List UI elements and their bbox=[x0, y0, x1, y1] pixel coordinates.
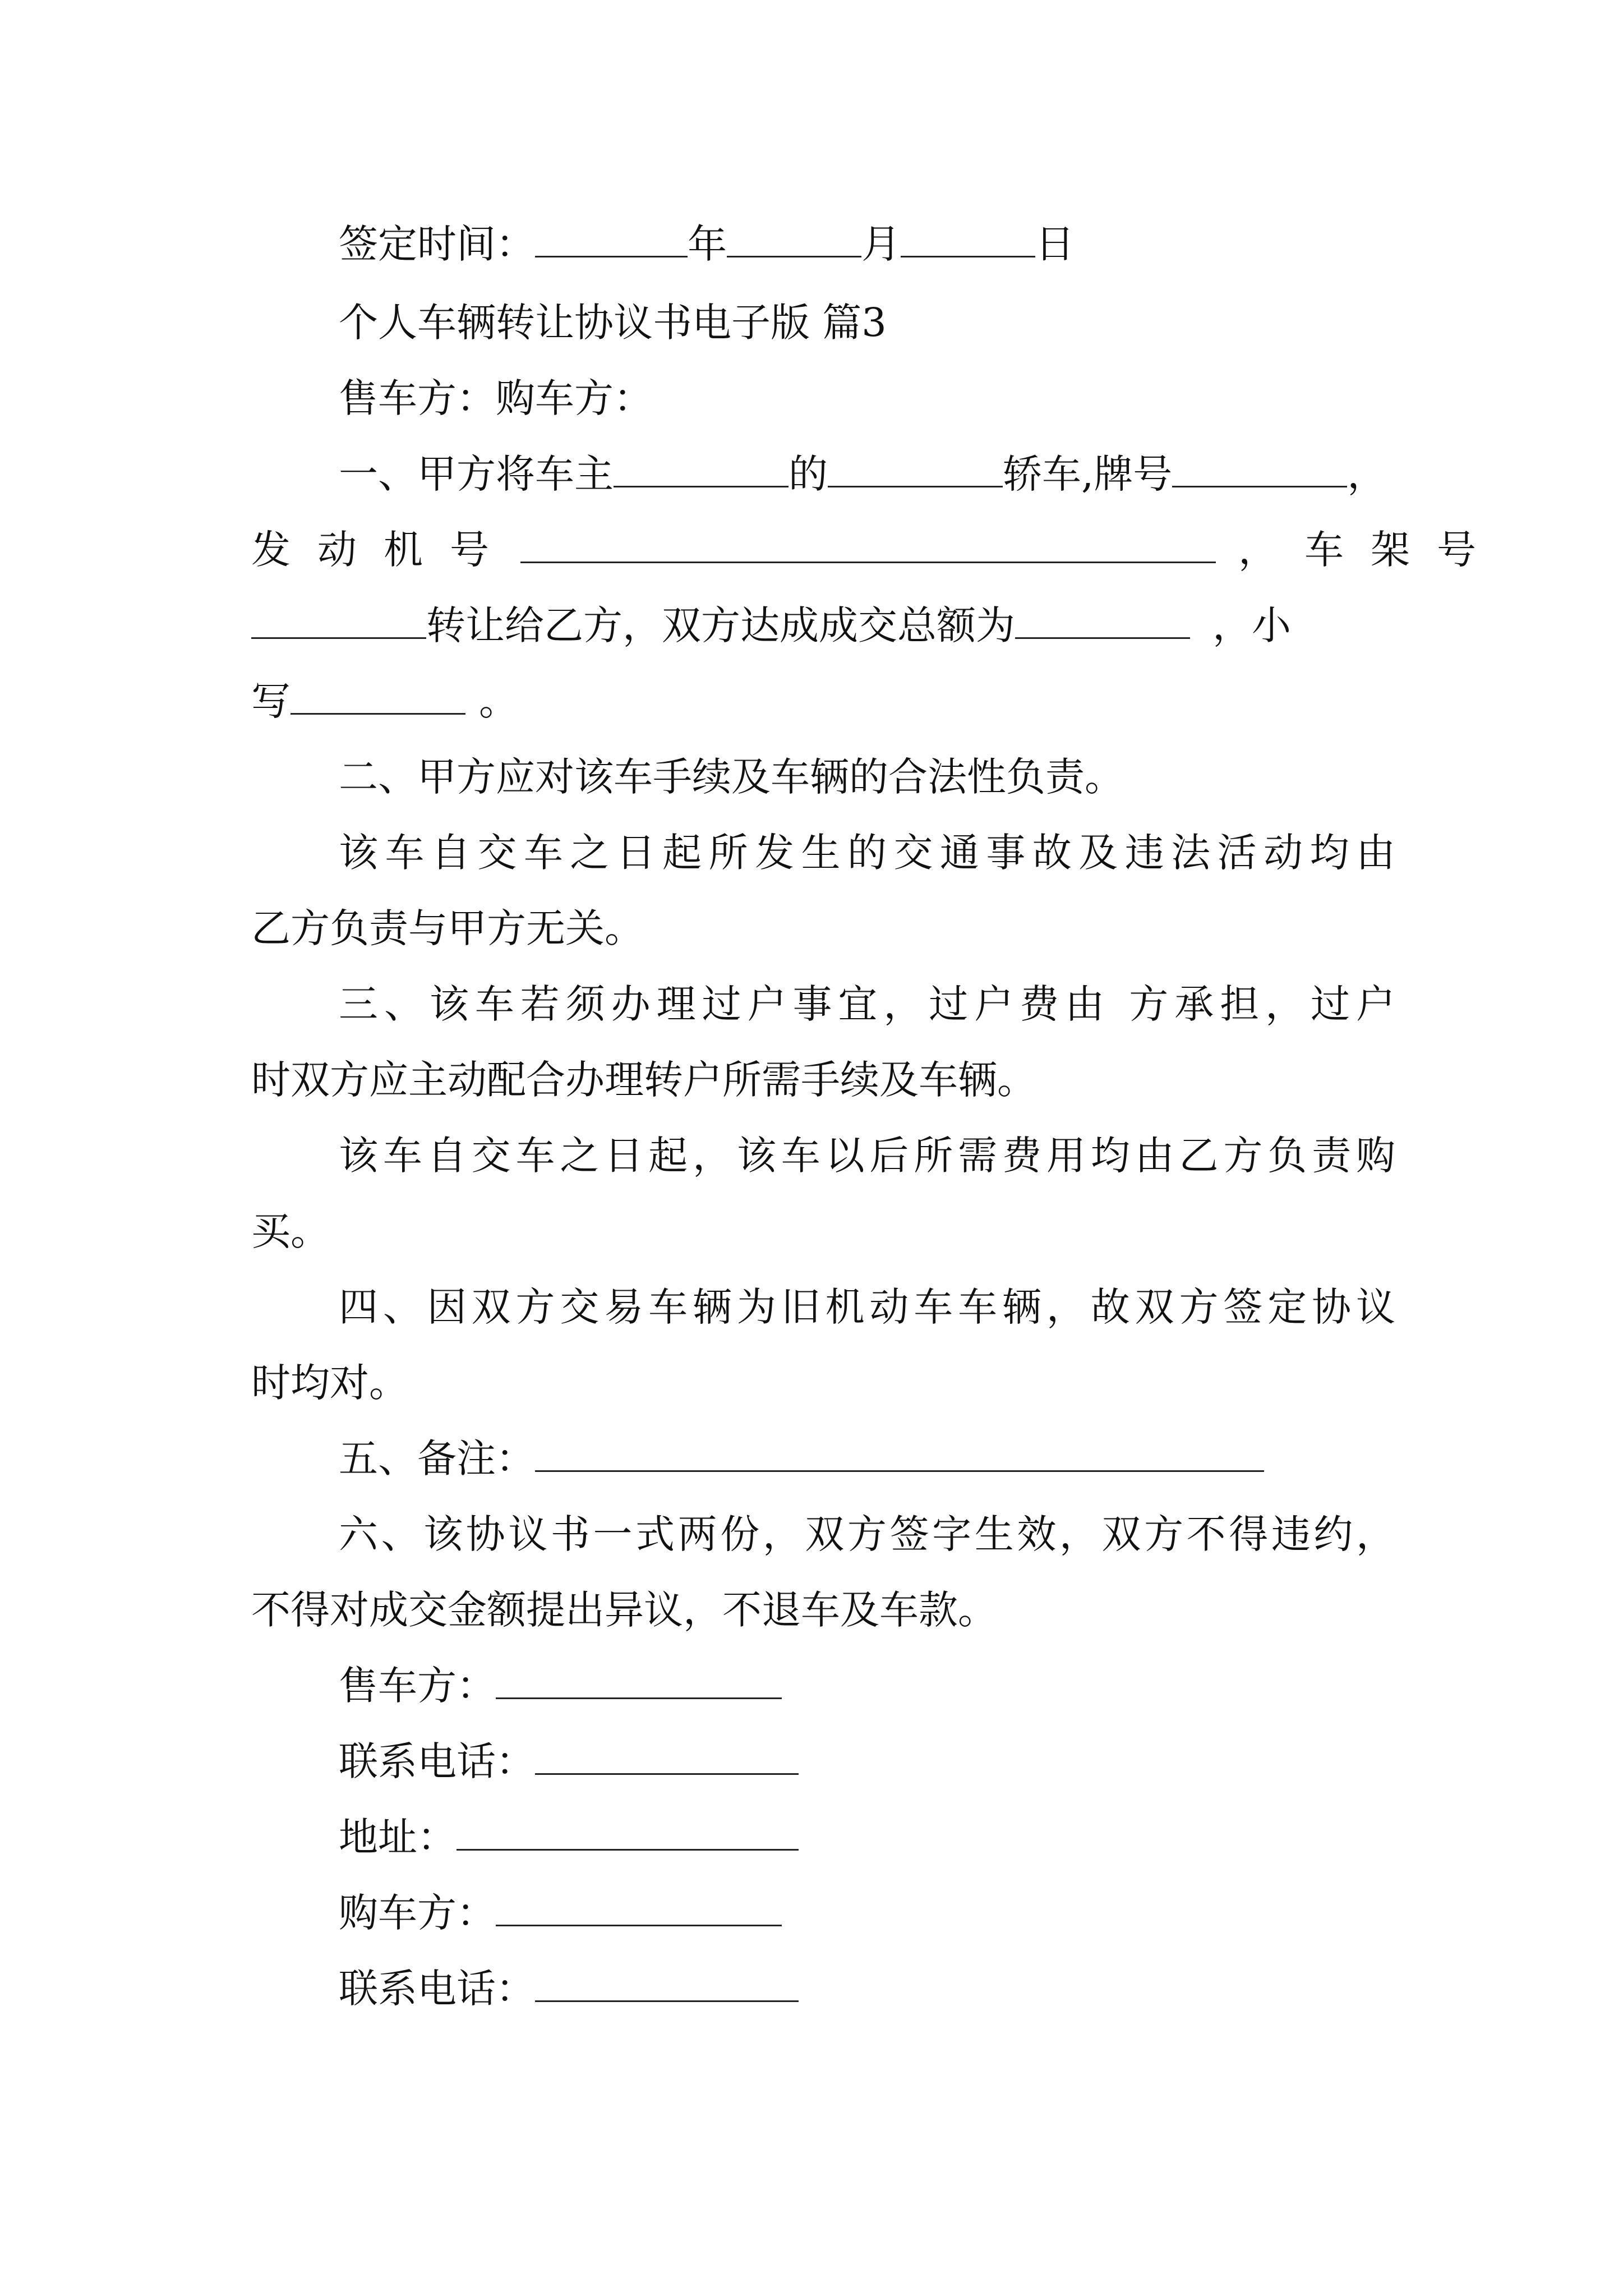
seller-line bbox=[339, 1655, 1395, 1717]
buyer-blank bbox=[496, 1890, 782, 1926]
seller-phone-blank bbox=[535, 1738, 799, 1775]
buyer-phone-blank bbox=[535, 1966, 799, 2002]
address-line bbox=[339, 1806, 1395, 1868]
buyer-phone-line bbox=[339, 1958, 1395, 2019]
remarks-blank bbox=[535, 1435, 1264, 1472]
clause2b-line2: 乙方负责与甲方无关。 bbox=[251, 905, 644, 951]
clause1-line3 bbox=[251, 595, 1395, 656]
engine-number-blank bbox=[520, 527, 1216, 563]
clause1-line1 bbox=[339, 443, 1395, 505]
month-blank bbox=[727, 221, 861, 257]
remarks-label: 五、备注： bbox=[339, 1435, 535, 1481]
seller-phone-label: 联系电话： bbox=[339, 1738, 535, 1784]
clause3-line2: 时双方应主动配合办理转户所需手续及车辆。 bbox=[251, 1057, 1036, 1103]
total-amount-blank bbox=[1015, 602, 1190, 639]
clause1-line4 bbox=[251, 670, 1395, 732]
transfer-text: 转让给乙方，双方达成成交总额为 bbox=[426, 602, 1015, 648]
clause1-owner-label: 一、甲方将车主 bbox=[339, 451, 614, 497]
clause3b-line2: 买。 bbox=[251, 1208, 330, 1254]
seller-phone-line bbox=[339, 1731, 1395, 1792]
clause5-line bbox=[339, 1428, 1395, 1489]
clause6-line1: 六、该协议书一式两份，双方签字生效，双方不得违约， bbox=[339, 1511, 1395, 1557]
clause1-line2 bbox=[251, 519, 1503, 581]
day-label: 日 bbox=[1035, 221, 1075, 267]
clause2: 二、甲方应对该车手续及车辆的合法性负责。 bbox=[339, 754, 1124, 800]
clause3-line1: 三、该车若须办理过户事宜，过户费由 方承担，过户 bbox=[339, 981, 1395, 1027]
lowercase-amount-blank bbox=[291, 678, 465, 715]
sign-date-label: 签定时间： bbox=[339, 221, 535, 267]
car-model-blank bbox=[828, 451, 1003, 487]
month-label: 月 bbox=[861, 221, 901, 267]
clause4-line1: 四、因双方交易车辆为旧机动车车辆，故双方签定协议 bbox=[339, 1284, 1395, 1330]
section-heading: 个人车辆转让协议书电子版 篇3 bbox=[339, 300, 887, 346]
plate-blank bbox=[1172, 451, 1347, 487]
seller-blank bbox=[496, 1663, 782, 1699]
buyer-label: 购车方： bbox=[339, 1890, 496, 1936]
year-blank bbox=[535, 221, 688, 257]
clause1-comma: ， bbox=[1347, 451, 1387, 497]
clause1-end: 。 bbox=[479, 678, 518, 724]
clause4-line2: 时均对。 bbox=[251, 1360, 408, 1406]
frame-number-blank bbox=[251, 602, 426, 639]
seller-label: 售车方： bbox=[339, 1663, 496, 1709]
owner-blank bbox=[614, 451, 789, 487]
buyer-line bbox=[339, 1882, 1395, 1944]
clause6-line2: 不得对成交金额提出异议，不退车及车款。 bbox=[251, 1587, 997, 1633]
clause1-of-label: 的 bbox=[789, 451, 828, 497]
day-blank bbox=[901, 221, 1035, 257]
frame-label: ，车架号 bbox=[1238, 527, 1503, 573]
year-label: 年 bbox=[688, 221, 727, 267]
address-blank bbox=[457, 1814, 799, 1851]
buyer-phone-label: 联系电话： bbox=[339, 1966, 535, 2012]
parties-line: 售车方：购车方： bbox=[339, 375, 653, 421]
write-label: 写 bbox=[251, 678, 291, 724]
address-label: 地址： bbox=[339, 1814, 457, 1860]
plate-label: 轿车,牌号 bbox=[1003, 451, 1173, 497]
lowercase-label: ，小 bbox=[1212, 602, 1291, 648]
engine-label: 发动机号 bbox=[251, 527, 516, 573]
clause2b-line1: 该车自交车之日起所发生的交通事故及违法活动均由 bbox=[339, 830, 1395, 876]
clause3b-line1: 该车自交车之日起，该车以后所需费用均由乙方负责购 bbox=[339, 1133, 1395, 1179]
sign-date-line bbox=[339, 213, 1395, 275]
